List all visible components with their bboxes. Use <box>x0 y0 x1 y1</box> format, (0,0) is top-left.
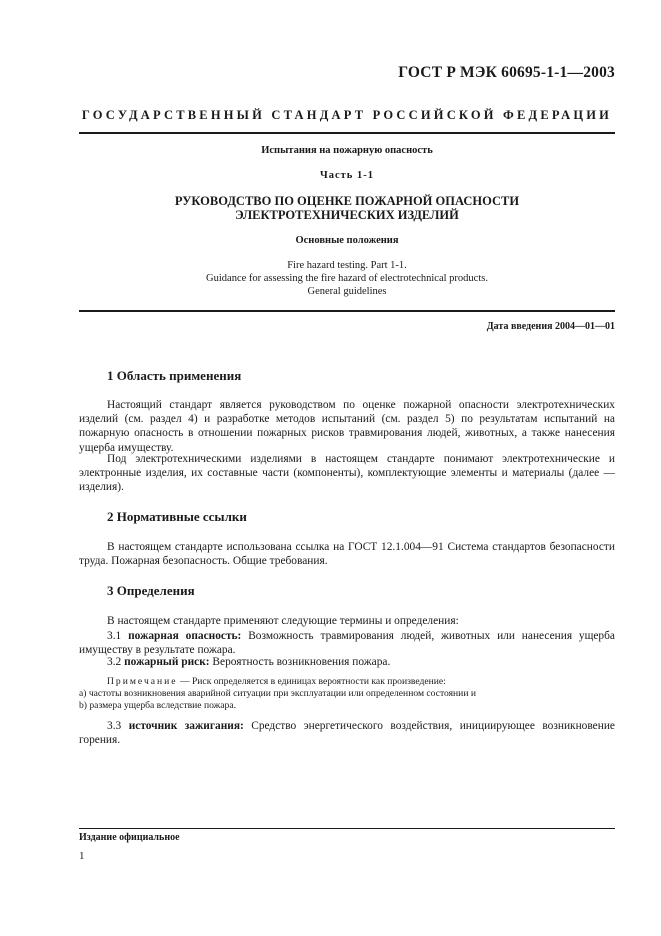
english-line-2: Guidance for assessing the fire hazard of electrotechnical products. <box>206 273 488 284</box>
document-subtitle: Основные положения <box>295 235 399 246</box>
note-text: — Риск определяется в единицах вероятности как произведение: <box>179 676 446 687</box>
state-standard-heading: ГОСУДАРСТВЕННЫЙ СТАНДАРТ РОССИЙСКОЙ ФЕДЕРАЦИИ <box>81 108 613 122</box>
section-2-heading: 2 Нормативные ссылки <box>107 509 247 524</box>
note <box>107 676 615 688</box>
definition-number: 3.3 <box>107 720 122 732</box>
top-rule <box>79 132 615 134</box>
title-line-2: ЭЛЕКТРОТЕХНИЧЕСКИХ ИЗДЕЛИЙ <box>235 208 459 222</box>
note-label: Примечание <box>107 676 178 687</box>
note-item-a: a) частоты возникновения аварийной ситуации при эксплуатации или определенном состоянии и <box>79 688 476 699</box>
definition-number: 3.1 <box>107 630 122 642</box>
introduction-date: Дата введения 2004—01—01 <box>486 321 615 332</box>
part-label: Часть 1-1 <box>320 170 374 181</box>
english-line-1: Fire hazard testing. Part 1-1. <box>287 260 407 271</box>
definition-3-3 <box>79 719 615 747</box>
section-1-heading: 1 Область применения <box>107 368 242 383</box>
section-1-paragraph-2: Под электротехническими изделиями в настоящем стандарте понимают электротехнические и электронные изделия, их составные части (компоненты), комплектующие элементы и материалы (далее — изделия). <box>79 453 615 494</box>
official-edition-label: Издание официальное <box>79 832 180 843</box>
definition-term: источник зажигания: <box>128 720 244 732</box>
section-3-heading: 3 Определения <box>107 583 195 598</box>
title-line-1: РУКОВОДСТВО ПО ОЦЕНКЕ ПОЖАРНОЙ ОПАСНОСТИ <box>174 194 520 208</box>
middle-rule <box>79 310 615 312</box>
definition-text: Средство энергетического воздействия, инициирующее возникновение горения. <box>79 720 615 747</box>
page-number: 1 <box>79 850 85 862</box>
definition-text: Возможность травмирования людей, животных или нанесения ущерба имуществу в результате пожара. <box>79 630 615 657</box>
footer-rule <box>79 828 615 829</box>
english-title <box>79 259 615 298</box>
document-title <box>79 194 615 222</box>
section-1-paragraph-1: Настоящий стандарт является руководством по оценке пожарной опасности электротехнических изделий (см. раздел 4) и разработке методов испытаний (см. раздел 5) по результатам испытаний на пожарную опасность в отношении пожарных рисков травмирования людей, животных, а также нанесения ущерба имуществу. <box>79 399 615 454</box>
document-number: ГОСТ Р МЭК 60695-1-1—2003 <box>398 64 615 81</box>
definition-term: пожарный риск: <box>124 656 210 668</box>
section-2-paragraph: В настоящем стандарте использована ссылка на ГОСТ 12.1.004—91 Система стандартов безопасности труда. Пожарная безопасность. Общие требования. <box>79 541 615 568</box>
definition-3-1 <box>79 629 615 657</box>
section-3-intro: В настоящем стандарте применяют следующие термины и определения: <box>107 615 459 627</box>
definition-number: 3.2 <box>107 656 122 668</box>
definition-term: пожарная опасность: <box>128 630 242 642</box>
definition-3-2 <box>79 655 615 669</box>
definition-text: Вероятность возникновения пожара. <box>212 656 391 668</box>
note-item-b: b) размера ущерба вследствие пожара. <box>79 700 236 711</box>
series-title: Испытания на пожарную опасность <box>261 145 433 156</box>
english-line-3: General guidelines <box>307 286 387 297</box>
